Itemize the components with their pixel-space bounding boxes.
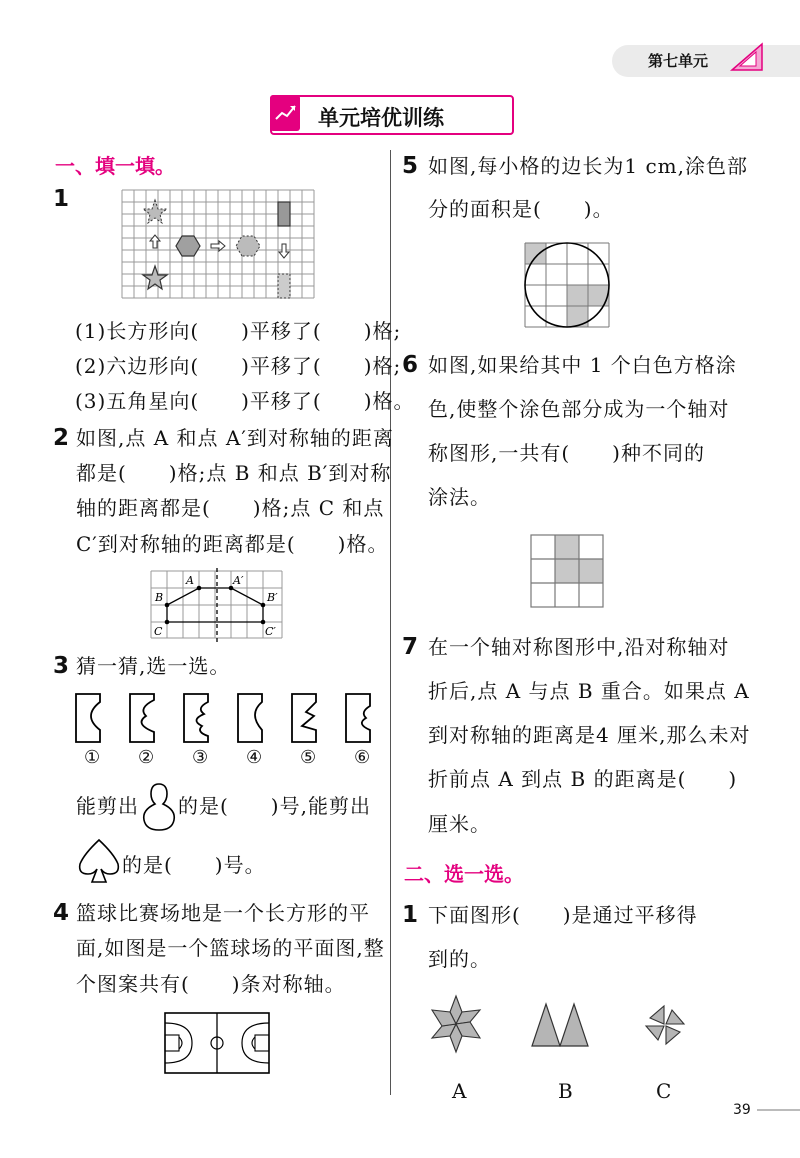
ruler-icon [728, 40, 766, 74]
q4-line-2: 面,如图是一个篮球场的平面图,整 [76, 936, 385, 960]
q3-option-5[interactable]: ⑤ [300, 747, 317, 768]
q3-line-1b: 的是( )号,能剪出 [178, 794, 371, 818]
q1-number: 1 [53, 186, 70, 212]
label-b: B [155, 591, 164, 604]
q7-line-4: 折前点 A 到点 B 的距离是( ) [428, 767, 738, 791]
q3-line-2: 的是( )号。 [122, 853, 266, 877]
page-title: 单元培优训练 [318, 106, 444, 130]
q6-number: 6 [402, 352, 419, 378]
q5-number: 5 [402, 153, 419, 179]
option-c-pinwheel-figure[interactable] [642, 1002, 690, 1050]
q3-paper-shapes [70, 690, 390, 746]
spade-shape-icon [76, 836, 122, 886]
label-c: C [154, 625, 163, 638]
q1-line-1: (1)长方形向( )平移了( )格; [75, 319, 402, 343]
q2-symmetry-figure [148, 568, 286, 642]
q2-line-4: C′到对称轴的距离都是( )格。 [76, 532, 389, 556]
page-number-line [757, 1109, 800, 1111]
section2-heading: 二、选一选。 [404, 862, 524, 886]
option-c-label[interactable]: C [656, 1079, 673, 1103]
q7-line-3: 到对称轴的距离是4 厘米,那么未对 [428, 723, 751, 747]
q3-line-1a: 能剪出 [76, 794, 139, 818]
q6-line-4: 涂法。 [428, 485, 491, 509]
option-b-label[interactable]: B [558, 1079, 574, 1103]
q7-line-1: 在一个轴对称图形中,沿对称轴对 [428, 635, 730, 659]
gourd-shape-icon [138, 780, 180, 832]
label-b2: B′ [267, 591, 278, 604]
q6-line-1: 如图,如果给其中 1 个白色方格涂 [428, 353, 737, 377]
q7-line-2: 折后,点 A 与点 B 重合。如果点 A [428, 679, 750, 703]
section1-heading: 一、填一填。 [55, 154, 175, 178]
option-a-star-figure[interactable] [424, 992, 488, 1056]
label-c2: C′ [265, 625, 276, 638]
page-number: 39 [733, 1102, 751, 1118]
q2-line-3: 轴的距离都是( )格;点 C 和点 [76, 496, 385, 520]
q5-circle-grid-figure [522, 240, 612, 330]
q6-line-3: 称图形,一共有( )种不同的 [428, 441, 705, 465]
q4-line-3: 个图案共有( )条对称轴。 [76, 972, 346, 996]
q1-line-3: (3)五角星向( )平移了( )格。 [75, 389, 415, 413]
label-a2: A′ [233, 574, 244, 587]
s2q1-line-2: 到的。 [428, 947, 491, 971]
column-divider [390, 150, 391, 1095]
q3-option-6[interactable]: ⑥ [354, 747, 371, 768]
q3-number: 3 [53, 653, 70, 679]
q3-option-2[interactable]: ② [138, 747, 155, 768]
s2q1-line-1: 下面图形( )是通过平移得 [428, 903, 698, 927]
q1-line-2: (2)六边形向( )平移了( )格; [75, 354, 402, 378]
q5-line-1: 如图,每小格的边长为1 cm,涂色部 [428, 154, 748, 178]
q3-title: 猜一猜,选一选。 [76, 654, 231, 678]
q3-option-1[interactable]: ① [84, 747, 101, 768]
q3-options-row [84, 747, 384, 769]
q2-line-1: 如图,点 A 和点 A′到对称轴的距离 [76, 426, 394, 450]
q2-line-2: 都是( )格;点 B 和点 B′到对称 [76, 461, 392, 485]
q5-line-2: 分的面积是( )。 [428, 197, 614, 221]
title-trend-icon [268, 93, 302, 133]
q7-line-5: 厘米。 [428, 812, 491, 836]
q2-number: 2 [53, 425, 70, 451]
option-b-triangles-figure[interactable] [528, 1000, 596, 1050]
q3-option-4[interactable]: ④ [246, 747, 263, 768]
q6-square-grid-figure [528, 532, 608, 612]
q1-grid-figure [120, 188, 316, 302]
q6-line-2: 色,使整个涂色部分成为一个轴对 [428, 397, 730, 421]
label-a: A [186, 574, 194, 587]
unit-label: 第七单元 [648, 52, 709, 70]
s2q1-number: 1 [402, 902, 419, 928]
option-a-label[interactable]: A [452, 1079, 468, 1103]
q7-number: 7 [402, 634, 419, 660]
q4-number: 4 [53, 900, 70, 926]
basketball-court-figure [162, 1010, 272, 1076]
q4-line-1: 篮球比赛场地是一个长方形的平 [76, 901, 370, 925]
q3-option-3[interactable]: ③ [192, 747, 209, 768]
